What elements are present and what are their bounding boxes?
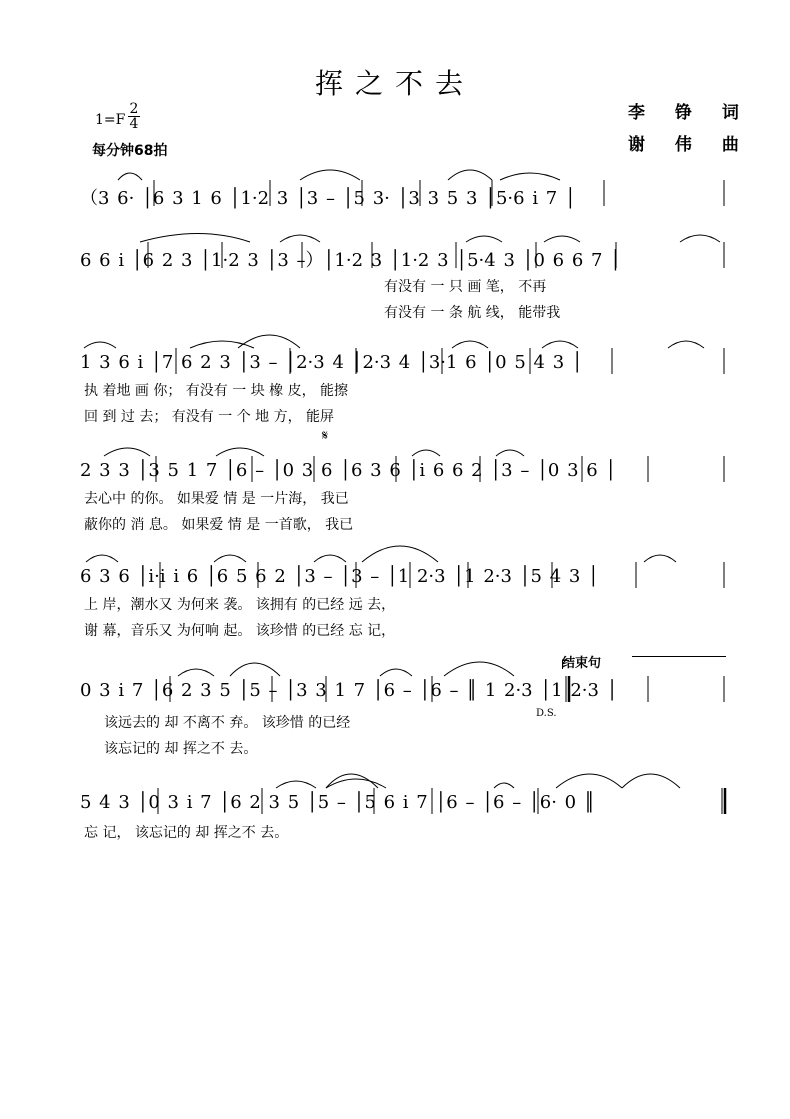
time-signature-top: 2 (129, 101, 139, 117)
lyric-row-6-verse-1: 该远去的 却 不离不 弃。 该珍惜 的已经 (104, 715, 351, 731)
composer-credit: 谢 伟 曲 (628, 135, 751, 155)
notation-row-4: 2 3 3 │3 5 1 7 │6 – │0 3 6 │6 3 6 │i 6 6 2 │3 – │0 3 6 │ (80, 460, 617, 481)
ending-line (632, 656, 726, 657)
notation-row-7: 5 4 3 │0 3 i 7 │6 2 3 5 │5 – │5 6 i 7 │6 – │6 – │6· 0 ║ (80, 792, 595, 813)
notation-row-1: （3 6· │6 3 1 6 │1·2 3 │3 – │5 3· │3 3 5 3 │5·6 i 7 │ (80, 188, 576, 209)
lyricist-credit: 李 铮 词 (628, 103, 751, 123)
lyric-row-5-verse-2: 谢 幕，音乐又 为何响 起。 该珍惜 的已经 忘 记， (84, 623, 396, 639)
lyric-row-6-verse-2: 该忘记的 却 挥之不 去。 (104, 741, 258, 757)
ending-bracket (562, 660, 569, 669)
lyric-row-3-verse-1: 执 着地 画 你； 有没有 一 块 橡 皮， 能擦 (84, 383, 349, 399)
tempo-marking: 每分钟68拍 (92, 143, 168, 159)
time-signature-bottom: 4 (129, 116, 139, 132)
lyric-row-5-verse-1: 上 岸，潮水又 为何来 袭。 该拥有 的已经 远 去， (84, 597, 396, 613)
notation-row-5: 6 3 6 │i·i i 6 │6 5 6 2 │3 – │3 – │1 2·3 │1 2·3 │5 4 3 │ (80, 566, 599, 587)
lyric-row-4-verse-1: 去心中 的你。 如果爱 情 是 一片海， 我已 (84, 491, 349, 507)
song-title: 挥之不去 (314, 67, 475, 100)
ds-marking: D.S. (536, 708, 557, 719)
time-signature (128, 102, 140, 131)
lyric-row-2-verse-1: 有没有 一 只 画 笔， 不再 (384, 279, 547, 295)
lyric-row-3-verse-2: 回 到 过 去； 有没有 一 个 地 方， 能屏 (84, 409, 335, 425)
notation-row-2: 6 6 i │6 2 3 │1·2 3 │3 –）│1·2 3 │1·2 3 │5·4 3 │0 6 6 7 │ (80, 250, 621, 271)
segno-sign: 𝄋 (322, 428, 329, 444)
key-signature: 1=F (95, 112, 126, 128)
lyric-row-4-verse-2: 蔽你的 消 息。 如果爱 情 是 一首歌， 我已 (84, 517, 354, 533)
lyric-row-2-verse-2: 有没有 一 条 航 线， 能带我 (384, 305, 561, 321)
lyric-row-7-verse-1: 忘 记， 该忘记的 却 挥之不 去。 (84, 825, 289, 841)
notation-row-6: 0 3 i 7 │6 2 3 5 │5 – │3 3 1 7 │6 – │6 – ║ 1 2·3 │1 2·3 │ (80, 680, 618, 701)
ending-label: 结束句 (562, 656, 602, 671)
notation-row-3: 1 3 6 i │7 6 2 3 │3 – │2·3 4 │2·3 4 │3·1 6 │0 5 4 3 │ (80, 352, 583, 373)
